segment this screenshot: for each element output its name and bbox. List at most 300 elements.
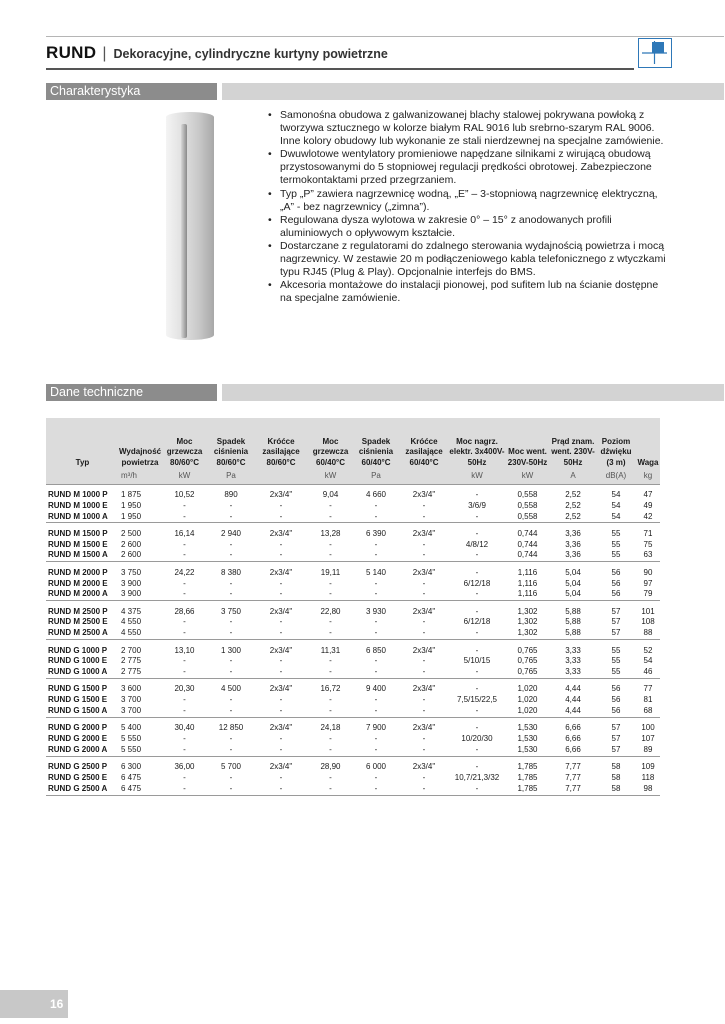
table-cell: 5,88 [550,628,596,639]
table-cell: 28,90 [320,762,341,772]
table-cell: 3 700 [119,706,161,717]
table-row [46,734,660,745]
table-cell: 56 [611,567,621,577]
table-cell: 47 [643,490,653,499]
page-number: 16 [50,997,64,1011]
unit-cell: Pa [208,470,254,484]
table-cell: 79 [636,589,660,600]
table-cell: - [449,667,505,678]
table-cell: 3 600 [121,684,142,694]
table-cell: 36,00 [174,762,195,772]
table-cell: 16,72 [320,684,341,694]
table-row [46,684,660,695]
table-cell: 2x3/4" [412,684,436,694]
table-cell: 101 [641,606,655,616]
unit-cell: dB(A) [596,470,636,484]
table-cell: 54 [611,490,621,499]
model-name: RUND M 2500 E [48,617,108,627]
table-cell: 88 [636,628,660,639]
table-row [46,773,660,784]
table-cell: 56 [596,589,636,600]
table-cell: 6 850 [365,645,387,655]
table-cell: 20,30 [174,684,195,694]
table-cell: - [475,567,479,577]
table-cell: 4 375 [121,606,142,616]
table-cell: - [399,628,449,639]
table-cell: - [329,539,332,549]
table-cell: 0,765 [517,645,538,655]
section-characteristics [46,83,724,100]
table-cell: - [475,645,479,655]
table-cell: 3 930 [365,606,387,616]
section-technical [46,384,724,401]
table-cell: 54 [596,512,636,523]
table-cell: - [422,617,426,627]
table-cell: 7 900 [365,723,387,733]
table-cell: 0,558 [505,512,550,523]
table-cell: 109 [641,762,655,772]
table-cell: - [353,667,399,678]
table-cell: 1,785 [505,784,550,795]
table-cell: - [229,695,233,705]
list-item: • Regulowana dysza wylotowa w zakresie 0° – 15° z anodowanych profili aluminiowych o opływowym kształcie. [268,214,668,240]
table-cell: 2,52 [550,512,596,523]
table-cell: 3 900 [121,578,142,588]
table-cell: 0,744 [517,528,538,538]
table-cell: - [161,512,208,523]
table-cell: 1,530 [517,723,538,733]
table-cell: 16,14 [174,528,195,538]
table-cell: 57 [611,723,621,733]
table-cell: - [374,656,378,666]
table-cell: 118 [641,773,655,783]
table-cell: - [399,745,449,756]
unit-cell [254,470,308,484]
table-cell: - [449,745,505,756]
table-cell: - [308,589,353,600]
table-cell: - [229,578,233,588]
section-title: Dane techniczne [46,384,217,401]
table-cell: - [183,578,186,588]
table-cell: - [161,706,208,717]
table-cell: - [161,550,208,561]
model-name: RUND M 2500 A [46,628,119,639]
table-cell: - [161,589,208,600]
table-cell: 1,530 [517,734,538,744]
table-cell: 5,88 [565,606,581,616]
unit-cell: kW [449,470,505,484]
table-cell: 10,52 [174,490,195,499]
model-name: RUND G 2000 P [48,723,108,733]
table-cell: 6,66 [565,734,581,744]
table-cell: - [329,773,332,783]
table-row [46,579,660,590]
table-cell: 2x3/4" [412,606,436,616]
table-cell: - [308,667,353,678]
table-cell: - [208,512,254,523]
table-cell: 55 [611,528,621,538]
table-cell: 2x3/4" [269,528,293,538]
table-cell: - [229,539,233,549]
table-cell: - [279,617,283,627]
table-cell: 0,558 [517,490,538,499]
table-cell: - [374,578,378,588]
table-cell: 56 [611,578,621,588]
table-cell: 1 950 [119,512,161,523]
technical-data-table [46,418,660,796]
table-cell: 1,785 [517,773,538,783]
model-name: RUND M 2500 P [48,606,108,616]
table-cell: - [254,784,308,795]
table-cell: - [308,784,353,795]
table-cell: 4 550 [121,617,142,627]
table-cell: 49 [643,500,653,510]
table-cell: - [208,667,254,678]
page-number-box [0,990,68,1018]
table-cell: 5 700 [220,762,242,772]
table-cell: - [329,734,332,744]
table-cell: 2x3/4" [269,684,293,694]
table-row [46,512,660,523]
model-name: RUND G 1500 P [48,684,108,694]
table-row [46,540,660,551]
table-cell: 1,020 [505,706,550,717]
table-cell: - [374,695,378,705]
table-cell: 55 [596,550,636,561]
table-cell: 1,530 [505,745,550,756]
table-cell: - [422,695,426,705]
table-cell: 1 950 [121,500,142,510]
table-cell: 24,18 [320,723,341,733]
table-cell: 10,7/21,3/32 [454,773,500,783]
column-header: Prąd znam. went. 230V-50Hz [551,436,595,467]
table-cell: - [229,734,233,744]
table-cell: - [183,656,186,666]
table-cell: 9 400 [365,684,387,694]
table-cell: - [254,667,308,678]
table-row [46,646,660,657]
table-cell: - [183,539,186,549]
title-separator: | [102,45,107,62]
table-cell: - [161,745,208,756]
table-cell: 6,66 [550,745,596,756]
table-cell: - [399,784,449,795]
table-cell: 58 [596,784,636,795]
table-cell: - [329,500,332,510]
table-cell: 0,744 [505,550,550,561]
unit-cell: Pa [353,470,399,484]
model-name: RUND G 1500 E [48,695,108,705]
table-row [46,568,660,579]
model-name: RUND G 2500 P [48,762,108,772]
table-cell: 56 [596,706,636,717]
table-cell: 1,020 [517,684,538,694]
table-cell: 1,785 [517,762,538,772]
table-cell: 2 940 [220,528,242,538]
table-cell: - [475,684,479,694]
table-cell: 3,33 [565,645,581,655]
table-row [46,656,660,667]
column-header: Poziom dźwięku (3 m) [600,436,632,467]
table-cell: - [353,512,399,523]
table-cell: 42 [636,512,660,523]
table-cell: 9,04 [322,490,339,499]
table-cell: - [254,706,308,717]
table-cell: 7,77 [550,784,596,795]
table-cell: - [374,539,378,549]
table-cell: 11,31 [320,645,341,655]
table-cell: 6/12/18 [463,617,491,627]
table-cell: - [399,512,449,523]
table-cell: 28,66 [174,606,195,616]
table-cell: 1,302 [517,606,538,616]
table-cell: - [279,500,283,510]
table-cell: 54 [611,500,621,510]
table-cell: 4 500 [220,684,242,694]
table-cell: 6 475 [119,784,161,795]
table-row [46,667,660,678]
table-cell: - [308,745,353,756]
table-cell: 13,10 [174,645,195,655]
table-cell: - [422,500,426,510]
page-header [46,43,388,63]
table-cell: 2 600 [119,550,161,561]
page-subtitle: Dekoracyjne, cylindryczne kurtyny powietrzne [113,47,388,61]
table-cell: 5/10/15 [463,656,491,666]
table-cell: 1,302 [505,628,550,639]
column-header: Moc grzewcza 60/40°C [312,436,349,467]
table-cell: - [422,773,426,783]
table-cell: - [183,500,186,510]
table-cell: - [475,762,479,772]
unit-cell [46,470,119,484]
brand-title: RUND [46,43,97,62]
table-cell: 5 140 [365,567,387,577]
table-cell: 57 [611,606,621,616]
table-cell: 0,558 [517,500,538,510]
model-name: RUND G 2500 A [46,784,119,795]
table-cell: 24,22 [174,567,195,577]
column-header: Moc nagrz. elektr. 3x400V-50Hz [449,436,505,467]
table-cell: 5 550 [119,745,161,756]
table-cell: 4,44 [550,706,596,717]
table-cell: 2x3/4" [269,490,293,499]
table-cell: - [279,578,283,588]
table-cell: - [308,512,353,523]
table-cell: 6 390 [365,528,387,538]
table-cell: 3 900 [119,589,161,600]
table-cell: 2,52 [565,500,581,510]
list-item: • Typ „P” zawiera nagrzewnicę wodną, „E” – 3-stopniową nagrzewnicę elektryczną, „A” - bez nagrzewnicy („zimna”). [268,188,668,214]
table-cell: - [308,628,353,639]
table-cell: 46 [636,667,660,678]
table-cell: 4 660 [365,490,387,499]
table-cell: - [229,773,233,783]
unit-cell: kg [636,470,660,484]
table-cell: 2x3/4" [269,567,293,577]
table-row [46,762,660,773]
table-cell: - [308,550,353,561]
table-cell: 7,77 [565,762,581,772]
table-cell: - [399,550,449,561]
model-name: RUND M 1000 P [48,490,108,499]
table-cell: - [254,628,308,639]
table-cell: 57 [611,734,621,744]
table-cell: 55 [611,656,621,666]
table-cell: 2x3/4" [269,762,293,772]
table-cell: - [449,628,505,639]
table-cell: 77 [643,684,653,694]
table-cell: 4/8/12 [465,539,489,549]
table-cell: 3 750 [121,567,142,577]
table-cell: 4 550 [119,628,161,639]
table-cell: 57 [596,628,636,639]
table-cell: 7,5/15/22,5 [456,695,498,705]
model-name: RUND M 2000 P [48,567,108,577]
table-cell: - [229,617,233,627]
table-cell: - [475,723,479,733]
table-cell: 1,116 [517,578,538,588]
column-header: Moc grzewcza 80/60°C [166,436,203,467]
unit-cell: kW [308,470,353,484]
table-cell: 3,36 [565,528,581,538]
table-cell: 3,36 [550,550,596,561]
table-cell: 2 600 [121,539,142,549]
unit-cell [399,470,449,484]
table-cell: 6/12/18 [463,578,491,588]
table-cell: 4,44 [565,695,581,705]
table-cell: 2x3/4" [269,723,293,733]
table-cell: - [229,500,233,510]
table-cell: - [475,528,479,538]
table-row [46,745,660,756]
header-rule [46,68,634,70]
table-cell: - [279,656,283,666]
product-image [166,112,214,340]
table-cell: 2 775 [121,656,142,666]
table-cell: 2 775 [119,667,161,678]
table-cell: 5,88 [565,617,581,627]
table-cell: 5,04 [565,567,581,577]
table-cell: 58 [611,762,621,772]
table-cell: 2 500 [121,528,142,538]
model-name: RUND G 1000 A [46,667,119,678]
unit-cell: kW [505,470,550,484]
table-cell: 52 [643,645,653,655]
model-name: RUND G 1000 E [48,656,108,666]
table-cell: - [279,695,283,705]
column-header: Spadek ciśnienia 60/40°C [358,436,394,467]
table-cell: 81 [643,695,653,705]
table-cell: 2 700 [121,645,142,655]
table-cell: - [183,617,186,627]
column-header: Waga [637,457,659,467]
table-cell: - [279,773,283,783]
table-cell: 13,28 [320,528,341,538]
table-row [46,784,660,795]
feature-list [268,109,668,305]
table-cell: 3,33 [550,667,596,678]
table-cell: 2x3/4" [412,762,436,772]
table-cell: 107 [641,734,655,744]
table-cell: - [475,490,479,499]
table-cell: 3/6/9 [468,500,486,510]
table-row [46,490,660,501]
table-cell: 2x3/4" [412,528,436,538]
table-cell: 55 [611,539,621,549]
table-cell: 19,11 [320,567,341,577]
table-cell: 2,52 [565,490,581,499]
table-cell: 7,77 [565,773,581,783]
table-cell: - [308,706,353,717]
table-cell: 2x3/4" [412,490,436,499]
table-cell: 68 [636,706,660,717]
table-cell: 71 [643,528,653,538]
table-cell: - [208,745,254,756]
table-cell: 89 [636,745,660,756]
table-cell: - [229,656,233,666]
table-cell: 58 [611,773,621,783]
unit-cell: kW [161,470,208,484]
table-cell: - [374,734,378,744]
table-cell: 63 [636,550,660,561]
table-cell: 6 000 [365,762,387,772]
table-cell: - [422,539,426,549]
table-cell: - [422,656,426,666]
table-cell: 0,765 [505,667,550,678]
table-cell: - [475,606,479,616]
table-cell: 22,80 [320,606,341,616]
model-name: RUND G 2500 E [48,773,108,783]
table-cell: - [208,589,254,600]
table-cell: - [449,550,505,561]
table-cell: 57 [611,617,621,627]
table-cell: 98 [636,784,660,795]
list-item: • Samonośna obudowa z galwanizowanej blachy stalowej pokrywana powłoką z tworzywa sztucznego w kolorze białym RAL 9016 lub srebrno-szarym RAL 9006. Inne kolory obudowy lub wykonanie ze stali nierdzewnej na specjalne zamówienie. [268,109,668,148]
table-cell: 1,020 [517,695,538,705]
table-cell: - [422,734,426,744]
table-cell: 5 400 [121,723,142,733]
table-cell: - [329,578,332,588]
table-row [46,589,660,600]
table-cell: 1 875 [121,490,142,499]
table-cell: - [279,539,283,549]
top-rule [46,36,724,37]
table-cell: 100 [641,723,655,733]
table-cell: - [161,628,208,639]
table-cell: - [208,550,254,561]
table-cell: - [183,734,186,744]
model-name: RUND M 1500 E [48,539,108,549]
table-cell: - [208,784,254,795]
table-cell: 4,44 [565,684,581,694]
table-cell: 6 300 [121,762,142,772]
table-cell: 57 [596,745,636,756]
table-row [46,501,660,512]
model-name: RUND G 1000 P [48,645,108,655]
table-cell: 1,116 [517,567,538,577]
column-header: Króćce zasilające 80/60°C [262,436,300,467]
table-cell: - [183,695,186,705]
table-cell: 3 750 [220,606,242,616]
column-header: Wydajność powietrza [119,447,161,467]
table-cell: 12 850 [218,723,244,733]
table-cell: - [449,706,505,717]
list-item: • Dwuwlotowe wentylatory promieniowe napędzane silnikami z wirującą obudową przystosowanymi do 5 stopniowej regulacji prędkości obrotowej. Zabezpieczone termokontaktami przed przegrzaniem. [268,148,668,187]
table-cell: - [208,628,254,639]
table-row [46,706,660,717]
table-cell: 2x3/4" [269,606,293,616]
